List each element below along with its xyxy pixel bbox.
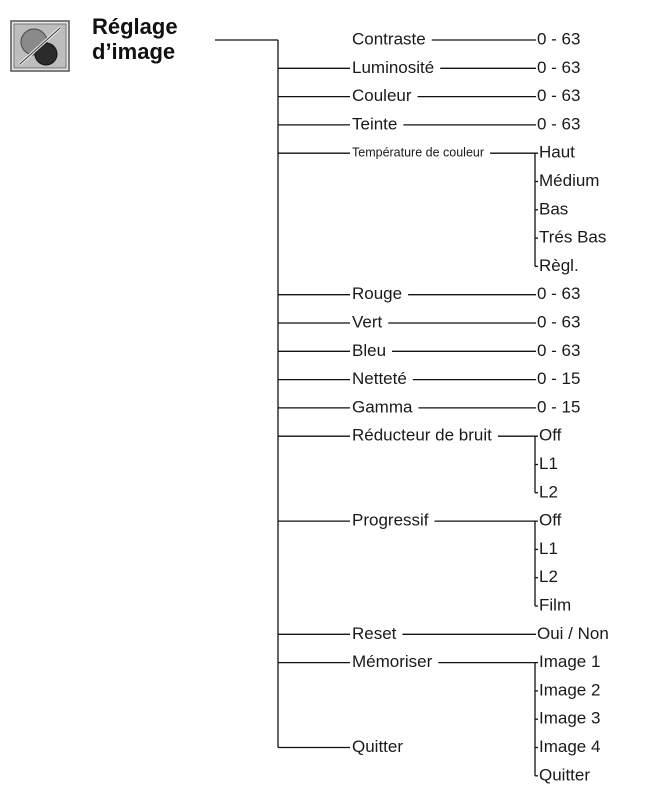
menu-item-rouge-value: 0 - 63 xyxy=(537,284,581,304)
menu-item-memoriser-option-quitter: Quitter xyxy=(539,765,591,785)
menu-item-progressif-label: Progressif xyxy=(352,510,429,530)
menu-item-teinte-label: Teinte xyxy=(352,114,398,134)
menu-item-nettete-label: Netteté xyxy=(352,369,407,389)
menu-item-luminosite-label: Luminosité xyxy=(352,57,435,77)
menu-item-reducteur-de-bruit-label: Réducteur de bruit xyxy=(352,425,492,445)
menu-item-contraste-value: 0 - 63 xyxy=(537,29,581,49)
menu-item-memoriser-option-image-1: Image 1 xyxy=(539,652,601,672)
menu-item-progressif-option-l1: L1 xyxy=(539,538,558,558)
menu-item-temperature-de-couleur-option-regl: Règl. xyxy=(539,255,579,275)
menu-item-gamma-value: 0 - 15 xyxy=(537,397,581,417)
menu-item-progressif-option-l2: L2 xyxy=(539,567,558,587)
menu-item-quitter-label: Quitter xyxy=(352,736,404,756)
menu-item-temperature-de-couleur-option-tres-bas: Trés Bas xyxy=(539,227,607,247)
menu-item-reducteur-de-bruit-option-l2: L2 xyxy=(539,482,558,502)
menu-item-gamma-label: Gamma xyxy=(352,397,413,417)
menu-item-bleu-value: 0 - 63 xyxy=(537,340,581,360)
menu-item-temperature-de-couleur-label: Température de couleur xyxy=(352,145,485,160)
menu-item-teinte-value: 0 - 63 xyxy=(537,114,581,134)
menu-item-progressif-option-film: Film xyxy=(539,595,572,615)
menu-item-memoriser-option-image-4: Image 4 xyxy=(539,736,601,756)
menu-item-memoriser-option-image-2: Image 2 xyxy=(539,680,601,700)
menu-item-couleur-value: 0 - 63 xyxy=(537,86,581,106)
menu-item-reset-label: Reset xyxy=(352,623,397,643)
menu-item-vert-value: 0 - 63 xyxy=(537,312,581,332)
menu-item-luminosite-value: 0 - 63 xyxy=(537,57,581,77)
menu-item-couleur-label: Couleur xyxy=(352,86,412,106)
menu-item-temperature-de-couleur-option-bas: Bas xyxy=(539,199,569,219)
menu-item-memoriser-label: Mémoriser xyxy=(352,652,433,672)
menu-item-nettete-value: 0 - 15 xyxy=(537,369,581,389)
menu-item-temperature-de-couleur-option-haut: Haut xyxy=(539,142,575,162)
menu-item-contraste-label: Contraste xyxy=(352,29,426,49)
menu-item-progressif-option-off: Off xyxy=(539,510,562,530)
menu-item-bleu-label: Bleu xyxy=(352,340,387,360)
menu-item-reducteur-de-bruit-option-off: Off xyxy=(539,425,562,445)
menu-item-vert-label: Vert xyxy=(352,312,383,332)
menu-item-rouge-label: Rouge xyxy=(352,284,403,304)
title-line-1: Réglage xyxy=(92,14,178,39)
menu-item-reducteur-de-bruit-option-l1: L1 xyxy=(539,453,558,473)
title-line-2: d’image xyxy=(92,39,176,64)
menu-item-reset-value: Oui / Non xyxy=(537,623,609,643)
menu-item-temperature-de-couleur-option-medium: Médium xyxy=(539,170,600,190)
menu-item-memoriser-option-image-3: Image 3 xyxy=(539,708,601,728)
